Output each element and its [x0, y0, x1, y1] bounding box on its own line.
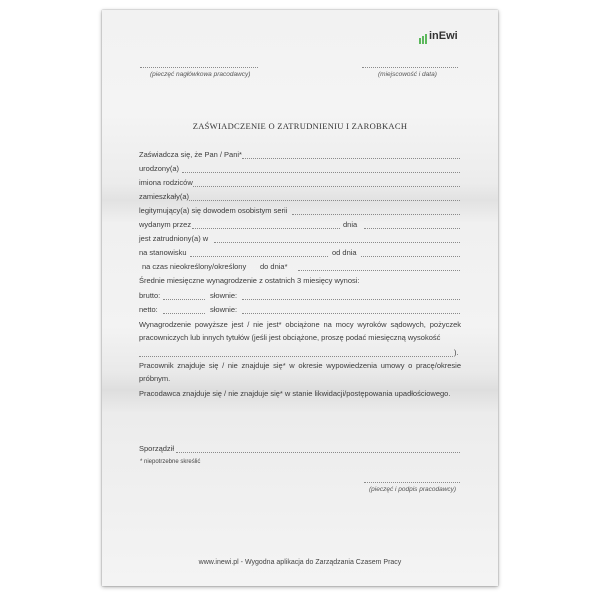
- place-date-caption: (miejscowość i data): [378, 71, 437, 78]
- parents-label: imiona rodziców: [139, 178, 193, 187]
- address-line[interactable]: [189, 200, 460, 201]
- since-label: od dnia: [332, 248, 357, 257]
- signature-line[interactable]: [364, 482, 460, 483]
- document-title: ZAŚWIADCZENIE O ZATRUDNIENIU I ZAROBKACH: [192, 121, 408, 131]
- net-words-line[interactable]: [242, 313, 460, 314]
- salary-burden-paragraph: Wynagrodzenie powyższe jest / nie jest* obciążone na mocy wyroków sądowych, pożyczek pracowniczych lub innych tytułów (jeśli jest obciążone, proszę podać miesięczną wysokość: [139, 320, 461, 342]
- net-words-label: słownie:: [210, 305, 238, 314]
- position-line[interactable]: [190, 256, 328, 257]
- average-salary-label: Średnie miesięczne wynagrodzenie z ostatnich 3 miesięcy wynosi:: [139, 276, 360, 285]
- certify-line[interactable]: [242, 158, 460, 159]
- burden-close: ).: [454, 348, 459, 357]
- until-label: do dnia*: [260, 262, 288, 271]
- gross-words-label: słownie:: [210, 291, 238, 300]
- logo-text: inEwi: [429, 30, 458, 42]
- since-line[interactable]: [361, 256, 460, 257]
- logo-bars-icon: [419, 32, 428, 44]
- period-label: na czas nieokreślony/określony: [142, 262, 247, 271]
- issue-day-line[interactable]: [364, 228, 460, 229]
- id-series-line[interactable]: [292, 214, 460, 215]
- until-line[interactable]: [298, 270, 460, 271]
- liquidation-paragraph: Pracodawca znajduje się / nie znajduje się* w stanie likwidacji/postępowania upadłościowego.: [139, 389, 451, 398]
- signature-caption: (pieczęć i podpis pracodawcy): [369, 486, 457, 493]
- position-label: na stanowisku: [139, 248, 187, 257]
- net-amount-line[interactable]: [163, 313, 205, 314]
- born-label: urodzony(a): [139, 164, 180, 173]
- footer-text: www.inewi.pl - Wygodna aplikacja do Zarządzania Czasem Pracy: [198, 559, 402, 566]
- notice-paragraph: Pracownik znajduje się / nie znajduje się* w okresie wypowiedzenia umowy o pracę/okresie próbnym.: [139, 361, 461, 383]
- stamp-line: [140, 67, 258, 68]
- certify-label: Zaświadcza się, że Pan / Pani*: [139, 150, 242, 159]
- employed-in-label: jest zatrudniony(a) w: [139, 234, 209, 243]
- gross-amount-line[interactable]: [163, 299, 205, 300]
- issued-by-label: wydanym przez: [139, 220, 192, 229]
- prepared-by-line[interactable]: [176, 452, 460, 453]
- stamp-caption: (pieczęć nagłówkowa pracodawcy): [150, 71, 251, 78]
- footnote: * niepotrzebne skreślić: [140, 459, 201, 465]
- address-label: zamieszkały(a): [139, 192, 190, 201]
- gross-label: brutto:: [139, 291, 161, 300]
- issue-day-label: dnia: [343, 220, 358, 229]
- id-series-label: legitymujący(a) się dowodem osobistym serii: [139, 206, 288, 215]
- issued-by-line[interactable]: [192, 228, 340, 229]
- burden-amount-line[interactable]: [139, 356, 453, 357]
- parents-line[interactable]: [193, 186, 460, 187]
- prepared-by-label: Sporządził: [139, 444, 175, 453]
- inewi-logo: [419, 30, 458, 44]
- gross-words-line[interactable]: [242, 299, 460, 300]
- born-line[interactable]: [182, 172, 460, 173]
- employed-in-line[interactable]: [214, 242, 460, 243]
- document-sheet: [102, 10, 498, 586]
- net-label: netto:: [139, 305, 158, 314]
- place-date-line: [362, 67, 458, 68]
